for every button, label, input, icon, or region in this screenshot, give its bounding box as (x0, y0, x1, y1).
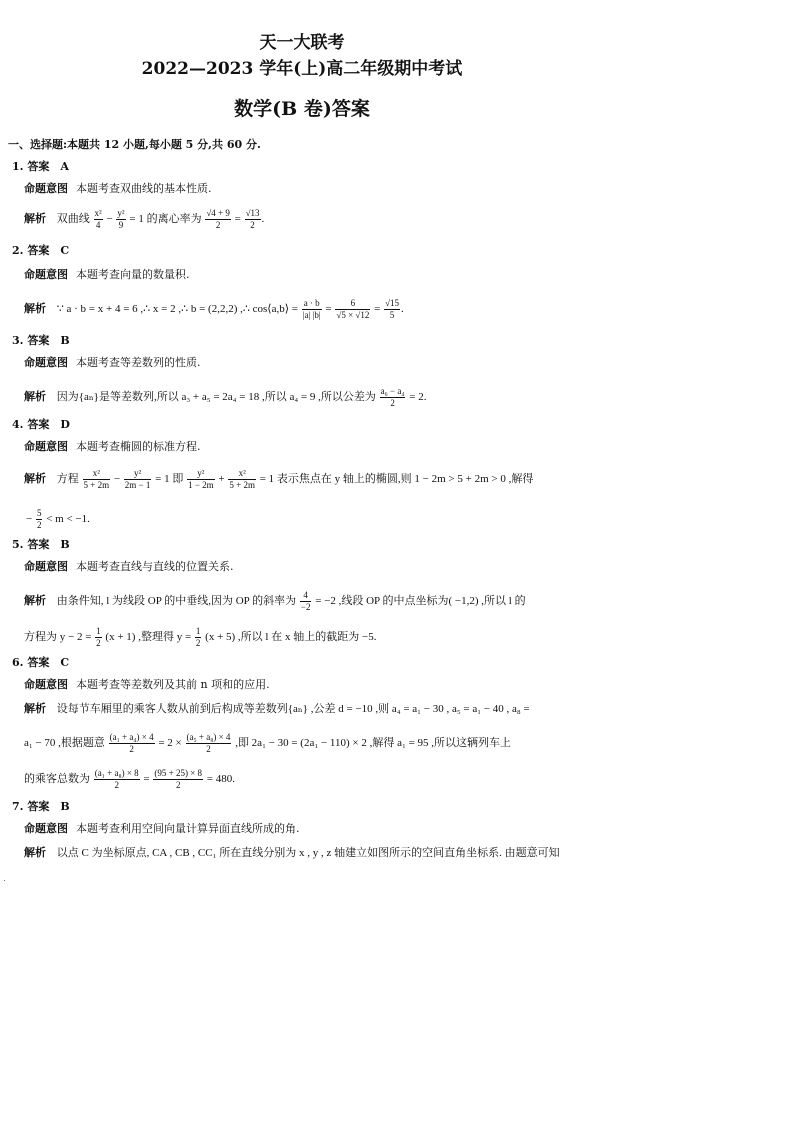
q4-analysis-line-2 (26, 508, 90, 531)
q5-fraction-slope: $\frac{4}{-2}$ (300, 590, 311, 612)
q1-text-mid: = 1 的离心率为 (129, 213, 202, 226)
q4-fraction-1: $\frac{\text{x²}}{5 + 2m}$ (83, 468, 110, 490)
q5-fraction-half-1: $\frac{1}{2}$ (96, 626, 101, 648)
q4-minus: − (113, 473, 121, 486)
intent-label: 命题意图 (24, 268, 68, 281)
q1-intent (24, 182, 212, 196)
q1-end: . (261, 213, 265, 226)
q2-equals-2: = (374, 303, 381, 316)
q6-l2-eq: = 2 × (158, 737, 182, 750)
q5-l2-pre: 方程为 y − 2 = (24, 631, 92, 644)
analysis-label: 解析 (24, 391, 46, 404)
q6-fraction-1: $\frac{\text{(a₁ + a₄) × 4}}{2}$ (109, 732, 154, 754)
q4-neg: − (26, 513, 33, 526)
intent-label: 命题意图 (24, 678, 68, 691)
analysis-label: 解析 (24, 473, 46, 486)
q2-text: ∵ a · b = x + 4 = 6 ,∴ x = 2 ,∴ b = (2,2,2) ,∴ cos⟨a,b⟩ = (56, 303, 298, 316)
q3-end: = 2. (409, 391, 427, 404)
q2-fraction-cos: $\frac{a \cdot b}{|a| |b|}$ (302, 298, 321, 320)
q3-fraction-diff: $\frac{\text{a₆ − a₄}}{2}$ (380, 386, 405, 408)
q4-fraction-2: $\frac{\text{y²}}{2m - 1}$ (124, 468, 151, 490)
intent-label: 命题意图 (24, 182, 68, 195)
q1-fraction-eccentricity: $\frac{√4 + 9}{2}$ (206, 208, 230, 230)
q3-intent-text: 本题考查等差数列的性质. (76, 356, 201, 369)
q6-fraction-2: $\frac{\text{(a₅ + a₈) × 4}}{2}$ (186, 732, 231, 754)
q3-intent (24, 356, 201, 370)
q1-text: 双曲线 (56, 213, 90, 226)
q2-intent-text: 本题考查向量的数量积. (76, 268, 190, 281)
q2-intent (24, 268, 190, 282)
q4-text: 方程 (56, 473, 79, 486)
exam-title: 2022—2023 学年(上)高二年级期中考试 (141, 59, 463, 79)
exam-organizer: 天一大联考 (259, 33, 345, 53)
q7-intent (24, 822, 300, 836)
q5-analysis-line-1 (24, 590, 526, 613)
analysis-label: 解析 (24, 303, 46, 316)
q1-fraction-y2-9: $\frac{\text{y²}}{9}$ (117, 208, 125, 230)
q5-l2-end: (x + 5) ,所以 l 在 x 轴上的截距为 −5. (205, 631, 377, 644)
intent-label: 命题意图 (24, 440, 68, 453)
q1-answer: 1. 答案 A (12, 160, 69, 173)
q5-text-end: = −2 ,线段 OP 的中点坐标为( −1,2) ,所以 l 的 (315, 595, 526, 608)
q3-answer: 3. 答案 B (12, 334, 70, 347)
q4-answer: 4. 答案 D (12, 418, 70, 431)
q7-answer: 7. 答案 B (12, 800, 70, 813)
scan-speck (4, 880, 5, 881)
intent-label: 命题意图 (24, 822, 68, 835)
q7-analysis (24, 846, 560, 860)
q4-range: < m < −1. (46, 513, 90, 526)
q6-l2-pre: a₁ − 70 ,根据题意 (24, 737, 105, 750)
q5-intent (24, 560, 234, 574)
q3-text: 因为{aₙ}是等差数列,所以 a₃ + a₅ = 2a₄ = 18 ,所以 a₄ = 9 ,所以公差为 (56, 391, 376, 404)
q4-text-end: = 1 表示焦点在 y 轴上的椭圆,则 1 − 2m > 5 + 2m > 0 ,解得 (259, 473, 534, 486)
q4-fraction-3: $\frac{\text{y²}}{1 - 2m}$ (188, 468, 214, 490)
q6-analysis-line-2 (24, 732, 511, 755)
q5-analysis-line-2 (24, 626, 376, 649)
q1-equals: = (234, 213, 241, 226)
q6-intent (24, 678, 270, 692)
q6-l3-eq: = (143, 773, 150, 786)
q6-fraction-3: $\frac{\text{(a₁ + a₈) × 8}}{2}$ (94, 768, 139, 790)
q4-text-mid: = 1 即 (155, 473, 184, 486)
section-heading: 一、选择题:本题共 12 小题,每小题 5 分,共 60 分. (8, 138, 261, 151)
q7-text: 以点 C 为坐标原点, CA , CB , CC₁ 所在直线分别为 x , y , z 轴建立如图所示的空间直角坐标系. 由题意可知 (56, 847, 560, 859)
q6-l3-pre: 的乘客总数为 (24, 773, 90, 786)
q1-fraction-x2-4: $\frac{\text{x²}}{4}$ (94, 208, 102, 230)
q2-end: . (401, 303, 404, 316)
analysis-label: 解析 (24, 213, 46, 226)
intent-label: 命题意图 (24, 356, 68, 369)
q5-fraction-half-2: $\frac{1}{2}$ (195, 626, 201, 648)
q1-fraction-result: $\frac{√13}{2}$ (245, 208, 260, 230)
q5-answer: 5. 答案 B (12, 538, 70, 551)
analysis-label: 解析 (24, 595, 46, 608)
q1-intent-text: 本题考查双曲线的基本性质. (76, 182, 212, 195)
q4-analysis-line-1 (24, 468, 533, 491)
q4-intent (24, 440, 201, 454)
q2-fraction-result: $\frac{√15}{5}$ (385, 298, 400, 320)
q6-answer: 6. 答案 C (12, 656, 70, 669)
q5-intent-text: 本题考查直线与直线的位置关系. (76, 560, 234, 573)
analysis-label: 解析 (24, 847, 46, 859)
q1-analysis (24, 208, 264, 231)
q3-analysis (24, 386, 426, 409)
q6-analysis-line-1 (24, 702, 530, 716)
q4-plus: + (218, 473, 225, 486)
q6-fraction-4: $\frac{(95 + 25) \times 8}{2}$ (154, 768, 203, 790)
q1-minus: − (106, 213, 113, 226)
q2-fraction-value: $\frac{6}{√5 \times √12}$ (336, 298, 370, 320)
q5-l2-mid: (x + 1) ,整理得 y = (105, 631, 192, 644)
q2-answer: 2. 答案 C (12, 244, 70, 257)
q4-intent-text: 本题考查椭圆的标准方程. (76, 440, 201, 453)
q5-text: 由条件知, l 为线段 OP 的中垂线,因为 OP 的斜率为 (56, 595, 297, 608)
q6-text: 设每节车厢里的乘客人数从前到后构成等差数列{aₙ} ,公差 d = −10 ,则 a₄ = a₁ − 30 , a₅ = a₁ − 40 , a₈ = (56, 703, 530, 715)
q2-equals-1: = (325, 303, 332, 316)
q6-l2-end: ,即 2a₁ − 30 = (2a₁ − 110) × 2 ,解得 a₁ = 95 ,所以这辆列车上 (235, 737, 512, 750)
q4-fraction-5-2: $\frac{5}{2}$ (36, 508, 42, 530)
q2-analysis (24, 298, 404, 321)
q4-fraction-4: $\frac{\text{x²}}{5 + 2m}$ (229, 468, 255, 490)
q7-intent-text: 本题考查利用空间向量计算异面直线所成的角. (76, 822, 300, 835)
q6-analysis-line-3 (24, 768, 235, 791)
analysis-label: 解析 (24, 703, 46, 715)
q6-intent-text: 本题考查等差数列及其前 n 项和的应用. (76, 678, 270, 691)
answer-key-title: 数学(B 卷)答案 (234, 98, 370, 120)
q6-l3-end: = 480. (206, 773, 236, 786)
intent-label: 命题意图 (24, 560, 68, 573)
